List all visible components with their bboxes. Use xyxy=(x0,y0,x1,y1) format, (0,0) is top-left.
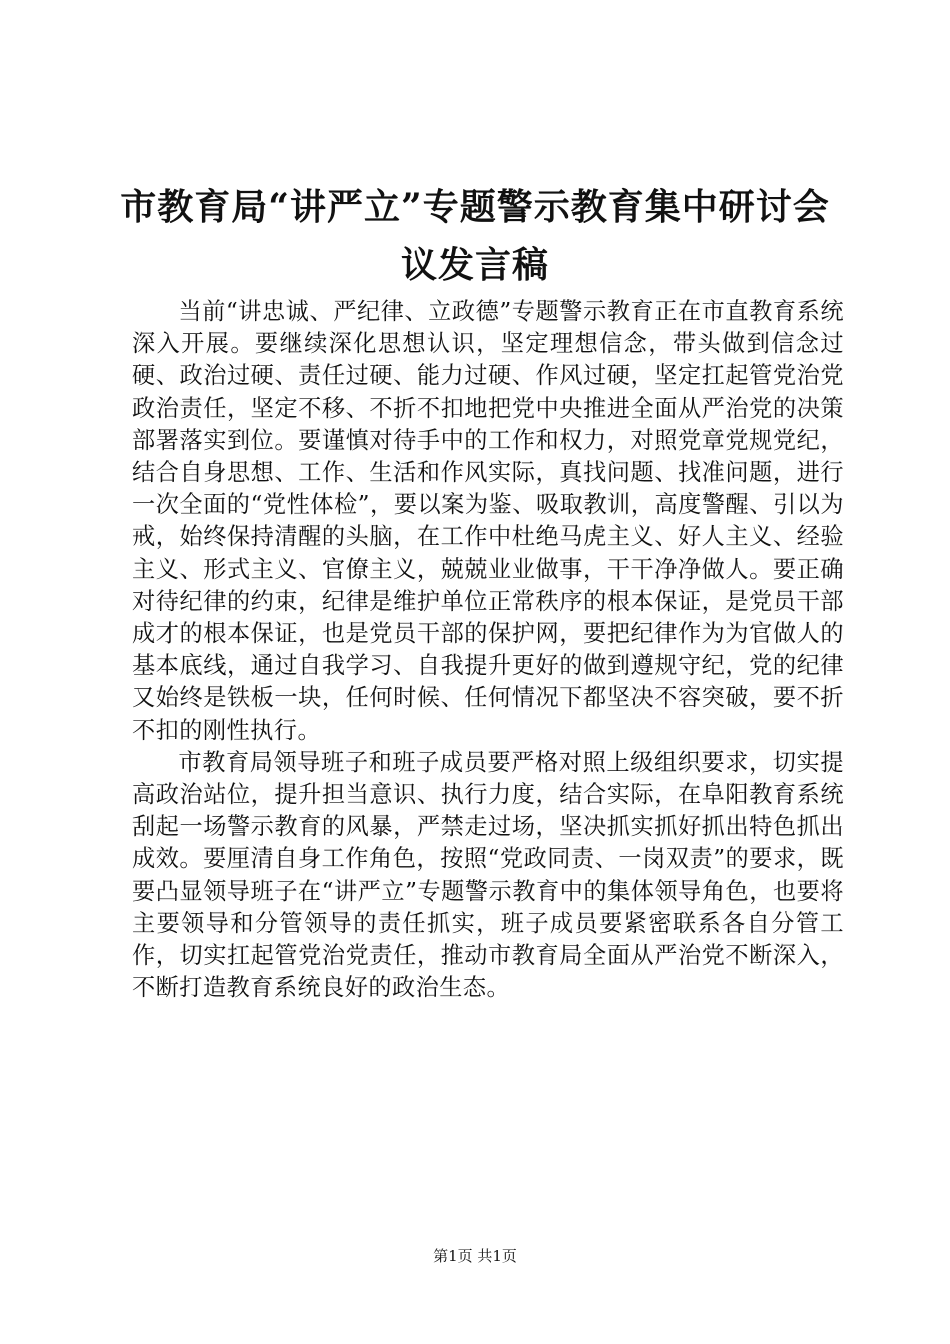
document-title: 市教育局“讲严立”专题警示教育集中研讨会议发言稿 xyxy=(120,186,830,286)
page-number-footer: 第1页 共1页 xyxy=(433,1247,517,1265)
body-paragraph-1: 当前“讲忠诚、严纪律、立政德”专题警示教育正在市直教育系统深入开展。要继续深化思想认识，坚定理想信念，带头做到信念过硬、政治过硬、责任过硬、能力过硬、作风过硬，坚定扛起管党治党政治责任，坚定不移、不折不扣地把党中央推进全面从严治党的决策部署落实到位。要谨慎对待手中的工作和权力，对照党章党规党纪，结合自身思想、工作、生活和作风实际，真找问题、找准问题，进行一次全面的“党性体检”，要以案为鉴、吸取教训，高度警醒、引以为戒，始终保持清醒的头脑，在工作中杜绝马虎主义、好人主义、经验主义、形式主义、官僚主义，兢兢业业做事，干干净净做人。要正确对待纪律的约束，纪律是维护单位正常秩序的根本保证，是党员干部成才的根本保证，也是党员干部的保护网，要把纪律作为为官做人的基本底线，通过自我学习、自我提升更好的做到遵规守纪，党的纪律又始终是铁板一块，任何时候、任何情况下都坚决不容突破，要不折不扣的刚性执行。 xyxy=(132,298,844,744)
document-body xyxy=(132,296,844,1004)
body-paragraph-2: 市教育局领导班子和班子成员要严格对照上级组织要求，切实提高政治站位，提升担当意识、执行力度，结合实际，在阜阳教育系统刮起一场警示教育的风暴，严禁走过场，坚决抓实抓好抓出特色抓出成效。要厘清自身工作角色，按照“党政同责、一岗双责”的要求，既要凸显领导班子在“讲严立”专题警示教育中的集体领导角色，也要将主要领导和分管领导的责任抓实，班子成员要紧密联系各自分管工作，切实扛起管党治党责任，推动市教育局全面从严治党不断深入，不断打造教育系统良好的政治生态。 xyxy=(132,748,844,1002)
